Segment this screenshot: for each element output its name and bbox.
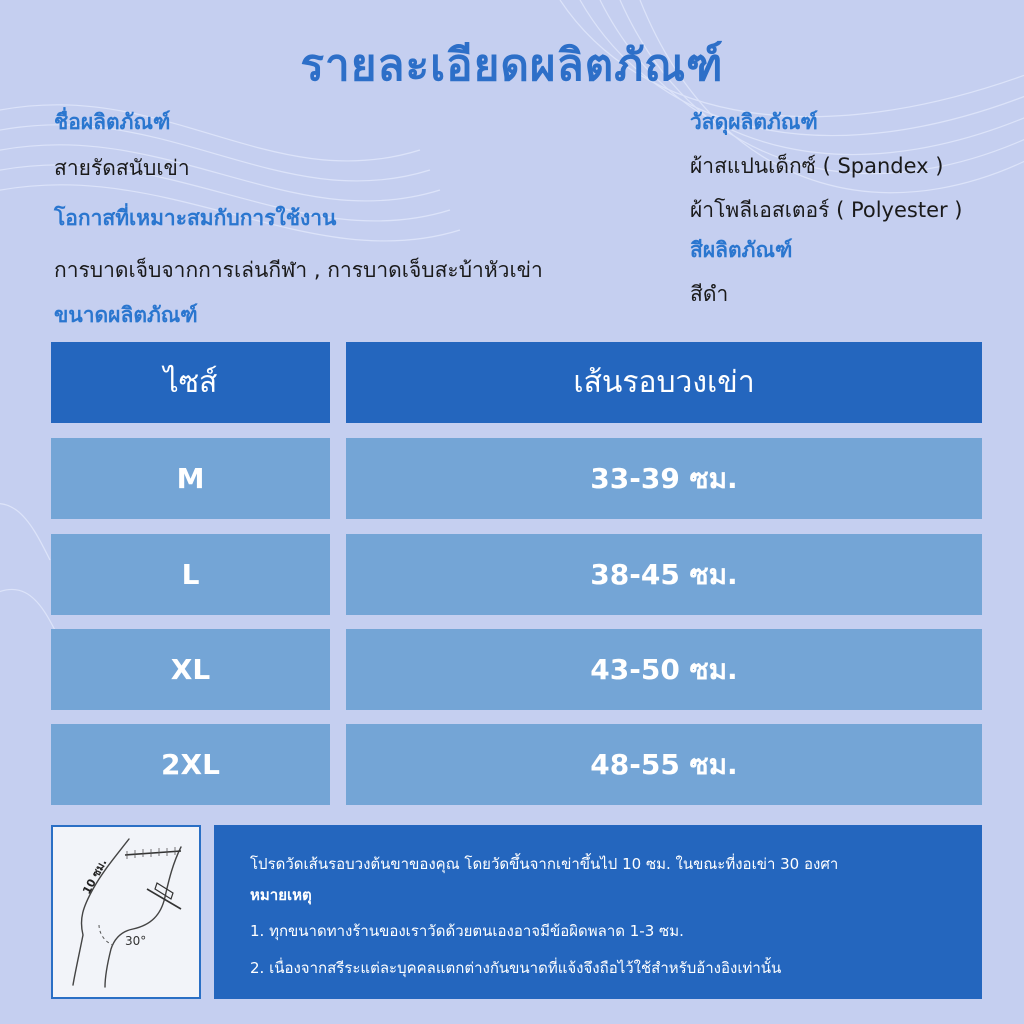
table-cell-size: XL <box>51 629 330 710</box>
table-cell-circumference: 48-55 ซม. <box>346 724 982 805</box>
product-name-value: สายรัดสนับเข่า <box>54 156 190 180</box>
color-label: สีผลิตภัณฑ์ <box>690 238 793 262</box>
table-header-size: ไซส์ <box>51 342 330 423</box>
page-title: รายละเอียดผลิตภัณฑ์ <box>300 40 724 91</box>
table-cell-circumference: 33-39 ซม. <box>346 438 982 519</box>
material-value-2: ผ้าโพลีเอสเตอร์ ( Polyester ) <box>690 198 963 222</box>
table-cell-size: M <box>51 438 330 519</box>
note-heading: หมายเหตุ <box>250 886 312 904</box>
usage-value: การบาดเจ็บจากการเล่นกีฬา , การบาดเจ็บสะบ้าหัวเข่า <box>54 258 543 282</box>
angle-label: 30° <box>125 934 147 948</box>
material-label: วัสดุผลิตภัณฑ์ <box>690 110 818 134</box>
length-label: 10 ซม. <box>80 856 110 897</box>
note-item: 1. ทุกขนาดทางร้านของเราวัดด้วยตนเองอาจมีข้อผิดพลาด 1-3 ซม. <box>250 922 684 940</box>
table-cell-circumference: 38-45 ซม. <box>346 534 982 615</box>
material-value-1: ผ้าสแปนเด็กซ์ ( Spandex ) <box>690 154 944 178</box>
color-value: สีดำ <box>690 282 729 306</box>
knee-illustration <box>53 827 199 997</box>
measurement-note-box <box>214 825 982 999</box>
product-name-label: ชื่อผลิตภัณฑ์ <box>54 110 171 134</box>
table-cell-size: 2XL <box>51 724 330 805</box>
usage-label: โอกาสที่เหมาะสมกับการใช้งาน <box>54 206 337 230</box>
note-item: 2. เนื่องจากสรีระแต่ละบุคคลแตกต่างกันขนาดที่แจ้งจึงถือไว้ใช้สำหรับอ้างอิงเท่านั้น <box>250 959 782 977</box>
size-label: ขนาดผลิตภัณฑ์ <box>54 303 198 327</box>
table-cell-circumference: 43-50 ซม. <box>346 629 982 710</box>
knee-measurement-diagram <box>51 825 201 999</box>
table-cell-size: L <box>51 534 330 615</box>
table-header-circumference: เส้นรอบวงเข่า <box>346 342 982 423</box>
measurement-instruction: โปรดวัดเส้นรอบวงต้นขาของคุณ โดยวัดขึ้นจากเข่าขึ้นไป 10 ซม. ในขณะที่งอเข่า 30 องศา <box>250 855 839 873</box>
